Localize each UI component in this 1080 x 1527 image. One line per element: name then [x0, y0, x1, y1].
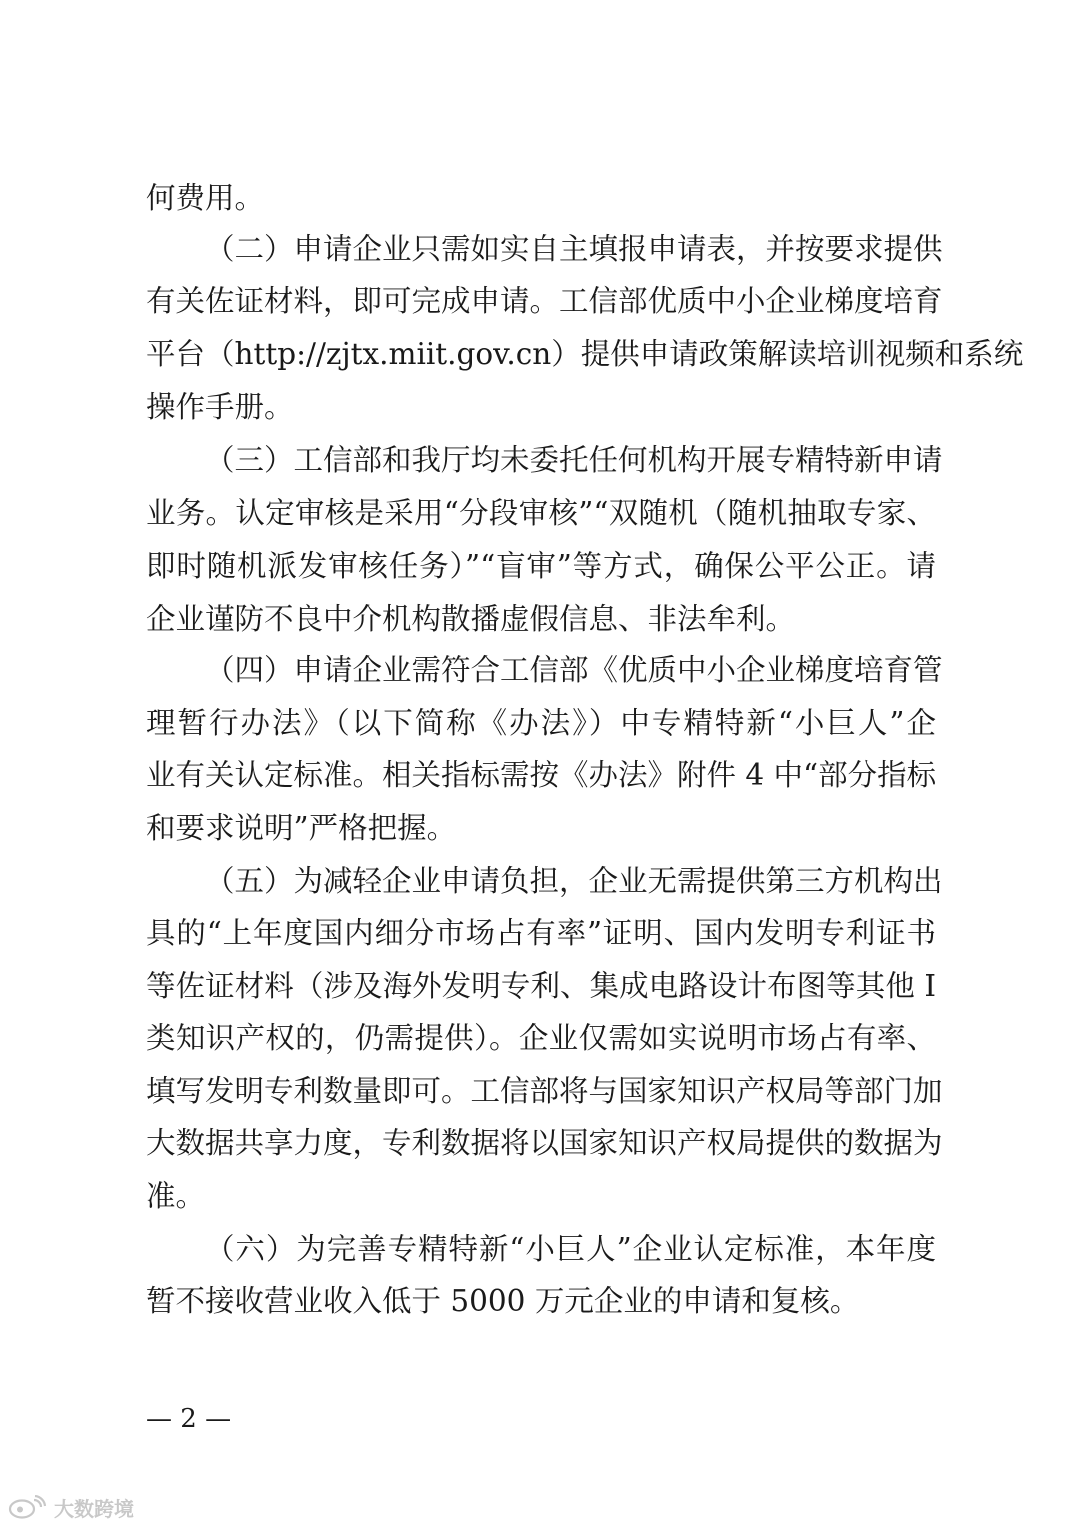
text-line: 大数据共享力度，专利数据将以国家知识产权局提供的数据为 [146, 1126, 943, 1160]
text-line: （三）工信部和我厅均未委托任何机构开展专精特新申请 [205, 443, 943, 477]
text-line: （五）为减轻企业申请负担，企业无需提供第三方机构出 [205, 864, 943, 898]
text-line: 等佐证材料（涉及海外发明专利、集成电路设计布图等其他 I [146, 969, 936, 1003]
text-line: 理暂行办法》（以下简称《办法》）中专精特新“小巨人”企 [146, 706, 936, 740]
text-line: 暂不接收营业收入低于 5000 万元企业的申请和复核。 [146, 1284, 860, 1318]
page-number: — 2 — [146, 1404, 232, 1434]
text-line: 类知识产权的，仍需提供）。企业仅需如实说明市场占有率、 [146, 1021, 936, 1055]
text-line: 平台（http://zjtx.miit.gov.cn）提供申请政策解读培训视频和系统 [146, 337, 1024, 371]
text-line: 准。 [146, 1179, 206, 1213]
text-line: 有关佐证材料，即可完成申请。工信部优质中小企业梯度培育 [146, 284, 943, 318]
text-line: 业有关认定标准。相关指标需按《办法》附件 4 中“部分指标 [146, 758, 937, 792]
text-line: 具的“上年度国内细分市场占有率”证明、国内发明专利证书 [146, 916, 936, 950]
text-line: 即时随机派发审核任务）”“盲审”等方式，确保公平公正。请 [146, 549, 936, 583]
watermark [8, 1494, 134, 1520]
text-line: 和要求说明”严格把握。 [146, 811, 457, 845]
text-line: （六）为完善专精特新“小巨人”企业认定标准，本年度 [205, 1232, 936, 1266]
text-line: 何费用。 [146, 181, 265, 215]
weibo-logo-icon [8, 1495, 48, 1519]
text-line: （二）申请企业只需如实自主填报申请表，并按要求提供 [205, 232, 943, 266]
watermark-text: 大数跨境 [54, 1496, 134, 1521]
text-line: 填写发明专利数量即可。工信部将与国家知识产权局等部门加 [146, 1074, 943, 1108]
text-line: （四）申请企业需符合工信部《优质中小企业梯度培育管 [205, 653, 943, 687]
text-line: 业务。认定审核是采用“分段审核”“双随机（随机抽取专家、 [146, 496, 936, 530]
text-line: 操作手册。 [146, 390, 294, 424]
text-line: 企业谨防不良中介机构散播虚假信息、非法牟利。 [146, 602, 796, 636]
